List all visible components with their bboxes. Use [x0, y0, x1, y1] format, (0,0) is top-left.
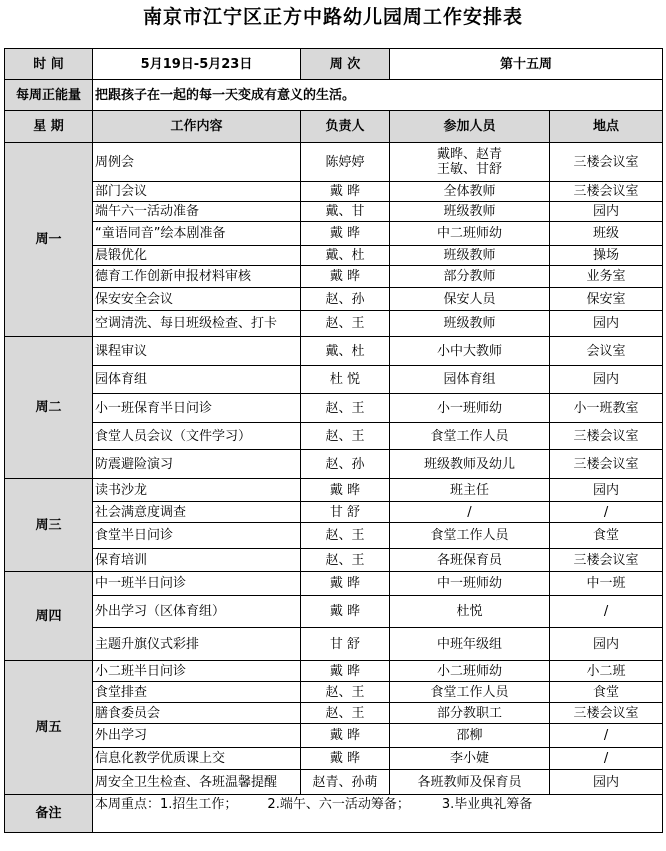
table-row: [5, 479, 663, 502]
table-row: [5, 450, 663, 479]
task-place: 三楼会议室: [550, 450, 663, 479]
task-content: 空调清洗、每日班级检查、打卡: [93, 311, 301, 337]
task-owner: 赵、王: [301, 549, 390, 572]
col-owner: 负责人: [301, 111, 390, 143]
table-row: [5, 143, 663, 182]
task-content: 部门会议: [93, 182, 301, 202]
col-day: 星 期: [5, 111, 93, 143]
task-content: 防震避险演习: [93, 450, 301, 479]
task-place: 园内: [550, 770, 663, 795]
task-content: 信息化教学优质课上交: [93, 748, 301, 770]
task-content: 食堂半日问诊: [93, 523, 301, 549]
task-participants: 戴晔、赵青 王敏、甘舒: [390, 143, 550, 182]
table-row: [5, 628, 663, 661]
task-participants: 部分教职工: [390, 703, 550, 724]
week-value: 第十五周: [390, 49, 663, 80]
task-owner: 戴、杜: [301, 246, 390, 266]
notes-label: 备注: [5, 795, 93, 833]
task-owner: 戴 晔: [301, 596, 390, 628]
task-owner: 甘 舒: [301, 628, 390, 661]
task-content: 保安安全会议: [93, 288, 301, 311]
task-participants: 杜悦: [390, 596, 550, 628]
task-content: 小一班保育半日问诊: [93, 394, 301, 423]
task-place: 园内: [550, 202, 663, 222]
task-owner: 陈婷婷: [301, 143, 390, 182]
notes-item: 3.毕业典礼筹备: [441, 797, 533, 812]
table-row: [5, 337, 663, 366]
task-content: 德育工作创新申报材料审核: [93, 266, 301, 288]
task-place: 小二班: [550, 661, 663, 682]
task-participants: 食堂工作人员: [390, 423, 550, 450]
task-content: 晨锻优化: [93, 246, 301, 266]
table-row: [5, 311, 663, 337]
task-owner: 赵青、孙萌: [301, 770, 390, 795]
task-content: 读书沙龙: [93, 479, 301, 502]
task-owner: 戴 晔: [301, 748, 390, 770]
table-row: [5, 288, 663, 311]
task-content: 端午六一活动准备: [93, 202, 301, 222]
table-row: [5, 266, 663, 288]
table-row: [5, 661, 663, 682]
task-participants: 班级教师: [390, 246, 550, 266]
table-row: [5, 246, 663, 266]
time-label: 时 间: [5, 49, 93, 80]
task-place: 操场: [550, 246, 663, 266]
table-row: [5, 703, 663, 724]
task-place: 园内: [550, 479, 663, 502]
task-participants: 部分教师: [390, 266, 550, 288]
day-cell: 周三: [5, 479, 93, 572]
notes-row: [5, 795, 663, 833]
task-content: 主题升旗仪式彩排: [93, 628, 301, 661]
task-place: /: [550, 748, 663, 770]
col-participants: 参加人员: [390, 111, 550, 143]
task-participants: 班级教师及幼儿: [390, 450, 550, 479]
task-content: “童语同音”绘本剧准备: [93, 222, 301, 246]
task-participants: 各班保育员: [390, 549, 550, 572]
task-owner: 戴 晔: [301, 572, 390, 596]
task-content: 小二班半日问诊: [93, 661, 301, 682]
task-owner: 甘 舒: [301, 502, 390, 523]
table-row: [5, 202, 663, 222]
task-participants: 食堂工作人员: [390, 523, 550, 549]
table-row: [5, 366, 663, 394]
task-content: 社会满意度调查: [93, 502, 301, 523]
task-owner: 戴 晔: [301, 724, 390, 748]
task-owner: 戴、甘: [301, 202, 390, 222]
task-owner: 赵、王: [301, 394, 390, 423]
task-participants: 中班年级组: [390, 628, 550, 661]
task-content: 外出学习: [93, 724, 301, 748]
task-owner: 戴 晔: [301, 182, 390, 202]
table-row: [5, 222, 663, 246]
table-row: [5, 682, 663, 703]
task-place: 食堂: [550, 682, 663, 703]
col-content: 工作内容: [93, 111, 301, 143]
table-row: [5, 502, 663, 523]
task-place: /: [550, 502, 663, 523]
task-place: 三楼会议室: [550, 703, 663, 724]
task-place: 业务室: [550, 266, 663, 288]
task-participants: 班级教师: [390, 202, 550, 222]
column-header-row: [5, 111, 663, 143]
task-place: /: [550, 596, 663, 628]
page-title: 南京市江宁区正方中路幼儿园周工作安排表: [142, 6, 523, 28]
task-content: 园体育组: [93, 366, 301, 394]
table-row: [5, 182, 663, 202]
day-cell: 周一: [5, 143, 93, 337]
task-place: 班级: [550, 222, 663, 246]
table-row: [5, 770, 663, 795]
col-place: 地点: [550, 111, 663, 143]
task-participants: 小中大教师: [390, 337, 550, 366]
time-row: [5, 49, 663, 80]
energy-row: [5, 80, 663, 111]
task-owner: 戴、杜: [301, 337, 390, 366]
table-row: [5, 423, 663, 450]
task-owner: 戴 晔: [301, 266, 390, 288]
energy-label: 每周正能量: [5, 80, 93, 111]
task-place: 小一班教室: [550, 394, 663, 423]
task-content: 中一班半日问诊: [93, 572, 301, 596]
task-place: 园内: [550, 311, 663, 337]
task-owner: 戴 晔: [301, 479, 390, 502]
day-cell: 周五: [5, 661, 93, 795]
table-row: [5, 596, 663, 628]
task-content: 外出学习（区体育组）: [93, 596, 301, 628]
table-row: [5, 748, 663, 770]
task-owner: 赵、王: [301, 523, 390, 549]
task-participants: 中一班师幼: [390, 572, 550, 596]
notes-text: [93, 795, 663, 833]
schedule-table: [4, 48, 663, 833]
task-content: 食堂排查: [93, 682, 301, 703]
task-participants: 李小婕: [390, 748, 550, 770]
table-row: [5, 572, 663, 596]
task-participants: 小二班师幼: [390, 661, 550, 682]
task-owner: 赵、孙: [301, 288, 390, 311]
task-owner: 赵、王: [301, 423, 390, 450]
task-owner: 戴 晔: [301, 661, 390, 682]
task-participants: 中二班师幼: [390, 222, 550, 246]
task-content: 课程审议: [93, 337, 301, 366]
notes-lead: 本周重点：: [95, 797, 161, 812]
task-participants: 保安人员: [390, 288, 550, 311]
task-place: 会议室: [550, 337, 663, 366]
task-place: 三楼会议室: [550, 549, 663, 572]
task-owner: 赵、孙: [301, 450, 390, 479]
day-cell: 周四: [5, 572, 93, 661]
task-place: 三楼会议室: [550, 143, 663, 182]
task-participants: 食堂工作人员: [390, 682, 550, 703]
task-place: 园内: [550, 628, 663, 661]
task-place: 园内: [550, 366, 663, 394]
energy-text: 把跟孩子在一起的每一天变成有意义的生活。: [93, 80, 663, 111]
day-cell: 周二: [5, 337, 93, 479]
task-content: 膳食委员会: [93, 703, 301, 724]
task-participants: 小一班师幼: [390, 394, 550, 423]
task-place: /: [550, 724, 663, 748]
task-place: 中一班: [550, 572, 663, 596]
task-participants: 班级教师: [390, 311, 550, 337]
task-place: 三楼会议室: [550, 423, 663, 450]
week-label: 周 次: [301, 49, 390, 80]
task-content: 周例会: [93, 143, 301, 182]
table-row: [5, 724, 663, 748]
task-place: 保安室: [550, 288, 663, 311]
task-participants: 班主任: [390, 479, 550, 502]
time-value: 5月19日-5月23日: [93, 49, 301, 80]
task-participants: 园体育组: [390, 366, 550, 394]
task-owner: 赵、王: [301, 682, 390, 703]
task-participants: 各班教师及保育员: [390, 770, 550, 795]
task-owner: 赵、王: [301, 703, 390, 724]
task-participants: 邵柳: [390, 724, 550, 748]
table-row: [5, 523, 663, 549]
task-content: 保育培训: [93, 549, 301, 572]
task-owner: 杜 悦: [301, 366, 390, 394]
notes-item: 2.端午、六一活动筹备；: [267, 797, 410, 812]
notes-item: 1.招生工作；: [160, 797, 238, 812]
task-participants: /: [390, 502, 550, 523]
task-owner: 赵、王: [301, 311, 390, 337]
task-participants: 全体教师: [390, 182, 550, 202]
task-content: 食堂人员会议（文件学习）: [93, 423, 301, 450]
task-place: 食堂: [550, 523, 663, 549]
task-content: 周安全卫生检查、各班温馨提醒: [93, 770, 301, 795]
table-row: [5, 549, 663, 572]
task-owner: 戴 晔: [301, 222, 390, 246]
table-row: [5, 394, 663, 423]
task-place: 三楼会议室: [550, 182, 663, 202]
